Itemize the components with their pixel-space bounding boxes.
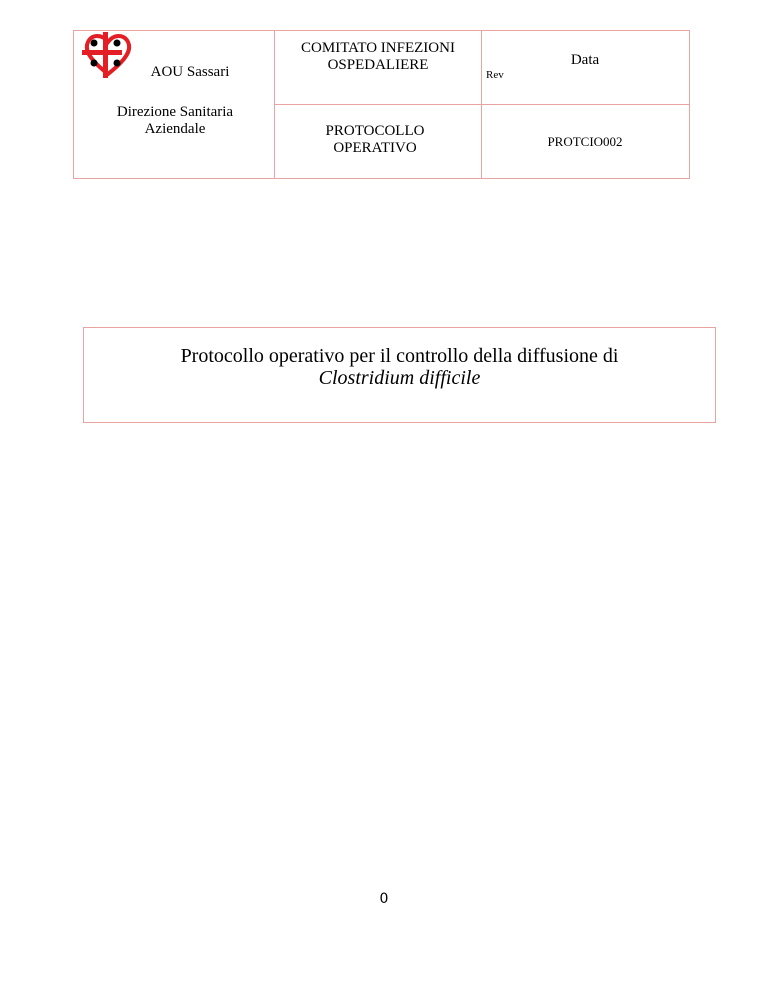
doc-kind: PROTOCOLLO OPERATIVO <box>325 123 425 157</box>
aou-sassari-logo <box>80 30 136 80</box>
date-label: Data <box>570 52 600 68</box>
rev-label: Rev <box>486 69 504 81</box>
title-line-2: Clostridium difficile <box>318 367 481 389</box>
doc-code: PROTCIO002 <box>547 134 623 149</box>
department-name: Direzione Sanitaria Aziendale <box>116 104 234 138</box>
title-line-1: Protocollo operativo per il controllo della diffusione di <box>180 345 619 367</box>
committee-name: COMITATO INFEZIONI OSPEDALIERE <box>301 40 455 74</box>
page-number: 0 <box>379 891 389 907</box>
org-name: AOU Sassari <box>150 64 230 80</box>
document-title <box>84 345 715 389</box>
document-title-box <box>83 327 716 423</box>
header-row-divider <box>274 104 690 105</box>
